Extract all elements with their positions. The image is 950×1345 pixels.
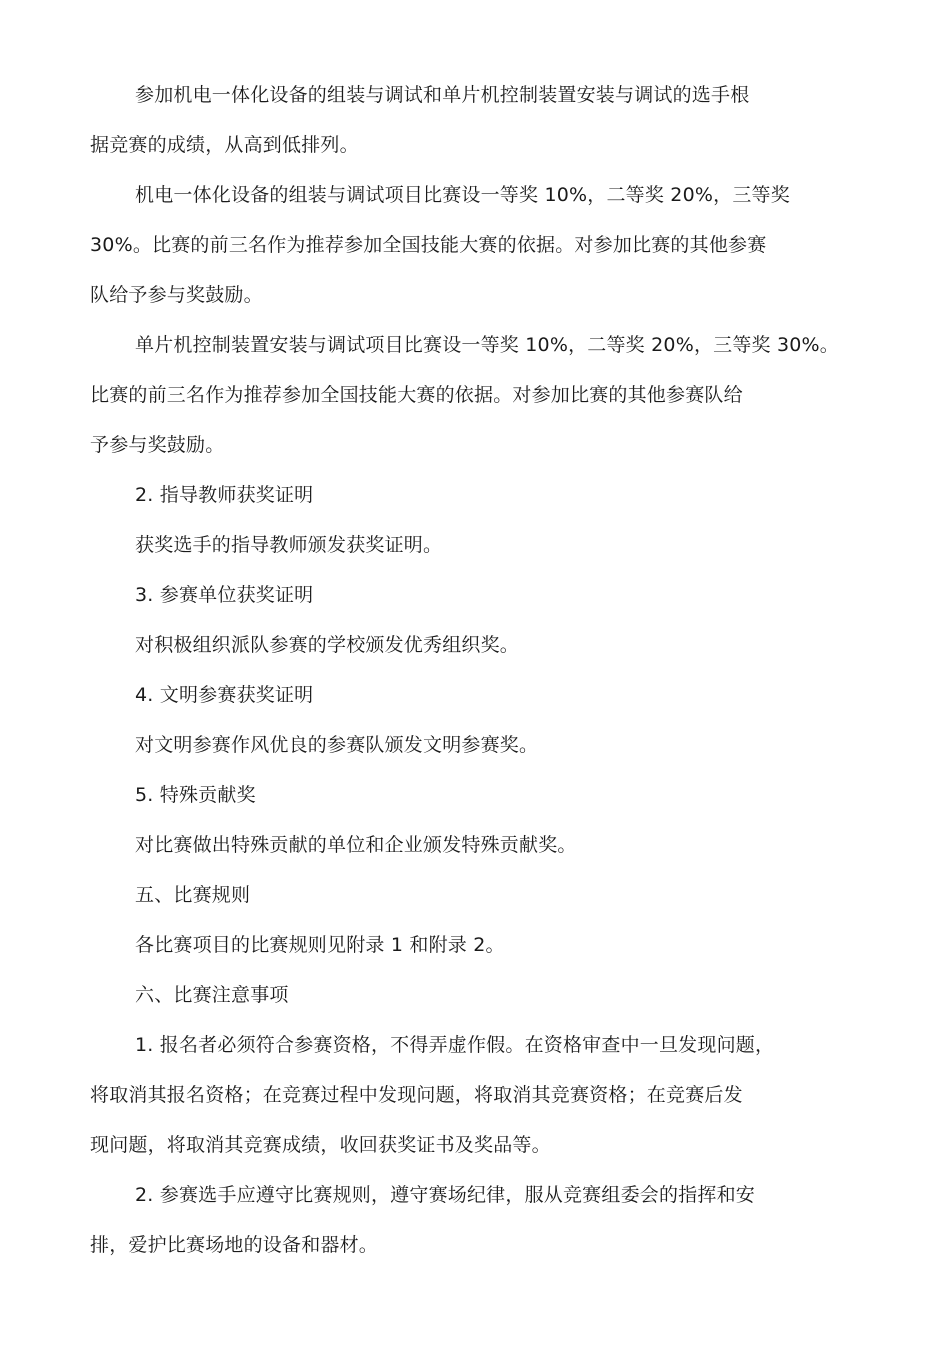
note-1-line-3: 现问题，将取消其竞赛成绩，收回获奖证书及奖品等。 — [90, 1134, 551, 1156]
paragraph-instructor-certificate: 获奖选手的指导教师颁发获奖证明。 — [135, 534, 443, 556]
paragraph-civilized-participation: 对文明参赛作风优良的参赛队颁发文明参赛奖。 — [135, 734, 539, 756]
paragraph-mechatronics-awards-line-3: 队给予参与奖鼓励。 — [90, 284, 263, 306]
paragraph-ranking-line-1: 参加机电一体化设备的组装与调试和单片机控制装置安装与调试的选手根 — [135, 84, 750, 106]
paragraph-special-contribution: 对比赛做出特殊贡献的单位和企业颁发特殊贡献奖。 — [135, 834, 577, 856]
paragraph-mcu-awards-line-2: 比赛的前三名作为推荐参加全国技能大赛的依据。对参加比赛的其他参赛队给 — [90, 384, 743, 406]
heading-instructor-certificate: 2. 指导教师获奖证明 — [135, 484, 314, 506]
paragraph-mcu-awards-line-1: 单片机控制装置安装与调试项目比赛设一等奖 10%，二等奖 20%，三等奖 30%。 — [135, 334, 840, 356]
paragraph-ranking-line-2: 据竞赛的成绩，从高到低排列。 — [90, 134, 359, 156]
paragraph-rules: 各比赛项目的比赛规则见附录 1 和附录 2。 — [135, 934, 505, 956]
paragraph-mechatronics-awards-line-1: 机电一体化设备的组装与调试项目比赛设一等奖 10%，二等奖 20%，三等奖 — [135, 184, 790, 206]
heading-special-contribution: 5. 特殊贡献奖 — [135, 784, 256, 806]
paragraph-mcu-awards-line-3: 予参与奖鼓励。 — [90, 434, 225, 456]
paragraph-mechatronics-awards-line-2: 30%。比赛的前三名作为推荐参加全国技能大赛的依据。对参加比赛的其他参赛 — [90, 234, 767, 256]
heading-unit-certificate: 3. 参赛单位获奖证明 — [135, 584, 314, 606]
note-2-line-2: 排，爱护比赛场地的设备和器材。 — [90, 1234, 379, 1256]
paragraph-unit-certificate: 对积极组织派队参赛的学校颁发优秀组织奖。 — [135, 634, 520, 656]
note-1-line-1: 1. 报名者必须符合参赛资格，不得弄虚作假。在资格审查中一旦发现问题， — [135, 1034, 775, 1056]
section-heading-notes: 六、比赛注意事项 — [135, 984, 289, 1006]
section-heading-rules: 五、比赛规则 — [135, 884, 251, 906]
heading-civilized-participation: 4. 文明参赛获奖证明 — [135, 684, 314, 706]
note-2-line-1: 2. 参赛选手应遵守比赛规则，遵守赛场纪律，服从竞赛组委会的指挥和安 — [135, 1184, 755, 1206]
note-1-line-2: 将取消其报名资格；在竞赛过程中发现问题，将取消其竞赛资格；在竞赛后发 — [90, 1084, 743, 1106]
